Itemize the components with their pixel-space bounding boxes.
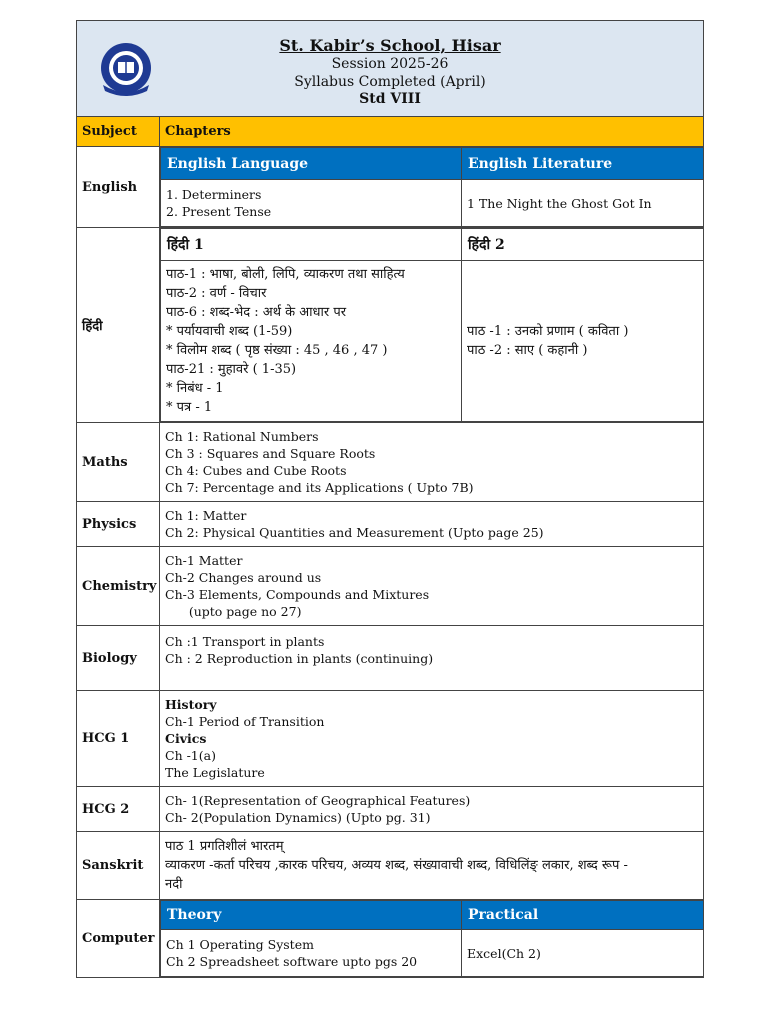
list-item: * विलोम शब्द ( पृष्ठ संख्या : 45 , 46 , 47 ) bbox=[166, 343, 388, 358]
history-heading: History bbox=[165, 697, 217, 712]
list-item: Ch 1: Rational Numbers bbox=[165, 429, 319, 444]
computer-practical-head: Practical bbox=[462, 901, 704, 930]
header-row bbox=[77, 21, 704, 117]
computer-row bbox=[77, 900, 704, 978]
english-literature-list bbox=[462, 180, 704, 227]
header-cell bbox=[77, 21, 704, 117]
biology-row bbox=[77, 626, 704, 691]
list-item: Ch 7: Percentage and its Applications ( Upto 7B) bbox=[165, 480, 474, 495]
chemistry-row bbox=[77, 547, 704, 626]
computer-theory-list bbox=[161, 930, 462, 977]
list-item: Ch-1 Matter bbox=[165, 553, 243, 568]
subject-english: English bbox=[77, 147, 160, 228]
list-item: * पर्यायवाची शब्द (1-59) bbox=[166, 324, 293, 339]
syllabus-text: Syllabus Completed (April) bbox=[294, 73, 486, 90]
english-row bbox=[77, 147, 704, 228]
chemistry-chapters bbox=[160, 547, 704, 626]
list-item: पाठ -2 : साए ( कहानी ) bbox=[467, 343, 588, 358]
list-item: पाठ-1 : भाषा, बोली, लिपि, व्याकरण तथा साहित्य bbox=[166, 267, 405, 282]
hindi-chapters bbox=[160, 228, 704, 423]
computer-practical-list bbox=[462, 930, 704, 977]
list-item: Ch 4: Cubes and Cube Roots bbox=[165, 463, 347, 478]
english-chapters bbox=[160, 147, 704, 228]
subject-physics: Physics bbox=[77, 502, 160, 547]
list-item: Ch-1 Period of Transition bbox=[165, 714, 325, 729]
list-item: Ch-2 Changes around us bbox=[165, 570, 322, 585]
list-item: * पत्र - 1 bbox=[166, 400, 213, 415]
list-item: Ch-3 Elements, Compounds and Mixtures bbox=[165, 587, 430, 602]
english-language-list bbox=[161, 180, 462, 227]
session-text: Session 2025-26 bbox=[331, 56, 449, 73]
list-item: पाठ-21 : मुहावरे ( 1-35) bbox=[166, 362, 297, 377]
hcg2-chapters bbox=[160, 787, 704, 832]
list-item: 2. Present Tense bbox=[166, 204, 272, 219]
school-logo-icon bbox=[97, 41, 155, 99]
list-item: Ch :1 Transport in plants bbox=[165, 634, 325, 649]
list-item: Ch 2: Physical Quantities and Measurement (Upto page 25) bbox=[165, 525, 544, 540]
list-item: व्याकरण -कर्ता परिचय ,कारक परिचय, अव्यय शब्द, संख्यावाची शब्द, विधिलिंङ् लकार, शब्द रूप - bbox=[165, 858, 628, 873]
hindi-2-list bbox=[462, 261, 704, 422]
physics-row bbox=[77, 502, 704, 547]
list-item: Ch 2 Spreadsheet software upto pgs 20 bbox=[166, 954, 418, 969]
list-item: Ch -1(a) bbox=[165, 748, 216, 763]
hindi-1-list bbox=[161, 261, 462, 422]
hindi-row bbox=[77, 228, 704, 423]
list-item: Ch- 1(Representation of Geographical Features) bbox=[165, 793, 471, 808]
school-name: St. Kabir’s School, Hisar bbox=[279, 36, 501, 56]
subject-biology: Biology bbox=[77, 626, 160, 691]
chapters-column-header: Chapters bbox=[160, 117, 704, 147]
maths-row bbox=[77, 423, 704, 502]
list-item: Ch : 2 Reproduction in plants (continuing) bbox=[165, 651, 434, 666]
subject-hindi: हिंदी bbox=[77, 228, 160, 423]
subject-hcg1: HCG 1 bbox=[77, 691, 160, 787]
maths-chapters bbox=[160, 423, 704, 502]
hindi-1-head: हिंदी 1 bbox=[161, 229, 462, 261]
subject-maths: Maths bbox=[77, 423, 160, 502]
list-item: Ch 1: Matter bbox=[165, 508, 247, 523]
syllabus-table bbox=[76, 20, 704, 978]
list-item: नदी bbox=[165, 877, 183, 892]
list-item: पाठ-6 : शब्द-भेद : अर्थ के आधार पर bbox=[166, 305, 347, 320]
list-item: पाठ 1 प्रगतिशीलं भारतम् bbox=[165, 839, 284, 854]
subject-chemistry: Chemistry bbox=[77, 547, 160, 626]
physics-chapters bbox=[160, 502, 704, 547]
sanskrit-chapters bbox=[160, 832, 704, 900]
list-item: Ch 3 : Squares and Square Roots bbox=[165, 446, 376, 461]
hindi-2-head: हिंदी 2 bbox=[462, 229, 704, 261]
hcg1-row bbox=[77, 691, 704, 787]
subject-column-header: Subject bbox=[77, 117, 160, 147]
subject-computer: Computer bbox=[77, 900, 160, 978]
english-literature-head: English Literature bbox=[462, 148, 704, 180]
list-item: Ch 1 Operating System bbox=[166, 937, 314, 952]
hcg1-chapters bbox=[160, 691, 704, 787]
subject-sanskrit: Sanskrit bbox=[77, 832, 160, 900]
list-item: (upto page no 27) bbox=[165, 604, 302, 619]
computer-theory-head: Theory bbox=[161, 901, 462, 930]
list-item: The Legislature bbox=[165, 765, 265, 780]
syllabus-sheet bbox=[76, 20, 703, 978]
biology-chapters bbox=[160, 626, 704, 691]
list-item: 1 The Night the Ghost Got In bbox=[467, 195, 652, 211]
civics-heading: Civics bbox=[165, 731, 207, 746]
subject-hcg2: HCG 2 bbox=[77, 787, 160, 832]
sanskrit-row bbox=[77, 832, 704, 900]
column-header-row bbox=[77, 117, 704, 147]
english-language-head: English Language bbox=[161, 148, 462, 180]
list-item: पाठ-2 : वर्ण - विचार bbox=[166, 286, 267, 301]
list-item: Excel(Ch 2) bbox=[467, 945, 541, 961]
list-item: * निबंध - 1 bbox=[166, 381, 224, 396]
std-text: Std VIII bbox=[359, 91, 421, 108]
computer-chapters bbox=[160, 900, 704, 978]
hcg2-row bbox=[77, 787, 704, 832]
list-item: पाठ -1 : उनको प्रणाम ( कविता ) bbox=[467, 324, 629, 339]
list-item: Ch- 2(Population Dynamics) (Upto pg. 31) bbox=[165, 810, 431, 825]
list-item: 1. Determiners bbox=[166, 187, 262, 202]
